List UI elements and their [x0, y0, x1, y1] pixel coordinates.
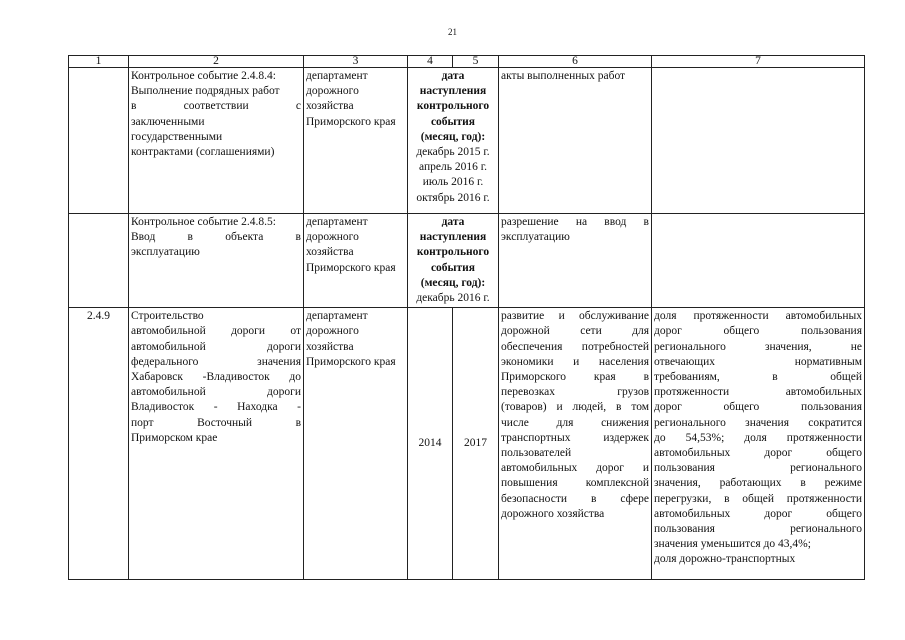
result-line: (товаров) и людей, в том — [501, 401, 649, 414]
department-cell — [304, 214, 408, 308]
indicator-line: значения уменьшится до 43,4%; — [654, 538, 811, 551]
event-line: автомобильной дороги — [131, 386, 301, 399]
date-label-line: (месяц, год): — [420, 276, 486, 289]
result-line: транспортных издержек — [501, 431, 649, 444]
page-number: 21 — [448, 27, 457, 37]
indicator-line: пользования регионального — [654, 523, 862, 536]
department-line: хозяйства — [306, 340, 354, 353]
department-line: департамент — [306, 216, 368, 228]
column-number: 7 — [652, 56, 865, 68]
event-line: порт Восточный в — [131, 416, 301, 429]
event-line: контрактами (соглашениями) — [131, 146, 275, 159]
event-line: эксплуатацию — [131, 246, 200, 259]
date-label-line: события — [430, 261, 476, 274]
result-line: разрешение на ввод в — [501, 216, 649, 228]
indicator-line: требованиям, в общей — [654, 371, 862, 384]
event-line: государственными — [131, 130, 223, 143]
date-label-line: (месяц, год): — [420, 130, 486, 143]
date-label-line: контрольного — [416, 100, 490, 113]
event-line: Строительство — [131, 310, 204, 323]
result-line: автомобильных дорог и — [501, 462, 649, 475]
date-label-line: наступления — [419, 231, 487, 244]
event-date: апрель 2016 г. — [419, 161, 487, 174]
result-cell — [499, 308, 652, 580]
column-number: 1 — [69, 56, 129, 68]
result-text: акты выполненных работ — [501, 70, 626, 82]
result-line: безопасности в сфере — [501, 492, 649, 505]
event-date: декабрь 2015 г. — [416, 146, 490, 159]
program-table — [68, 55, 865, 580]
event-line: Выполнение подрядных работ — [131, 85, 280, 98]
table-row — [69, 308, 865, 580]
indicator-line: протяженности автомобильных — [654, 386, 862, 399]
indicator-cell — [652, 68, 865, 214]
event-line: Контрольное событие 2.4.8.4: — [131, 70, 276, 82]
start-year-cell: 2014 — [408, 308, 453, 580]
date-label-line: дата — [441, 216, 465, 228]
event-line: Контрольное событие 2.4.8.5: — [131, 216, 276, 228]
result-line: числе для снижения — [501, 416, 649, 429]
indicator-line: регионального значения сократится — [654, 416, 862, 429]
department-line: дорожного — [306, 231, 359, 244]
event-date: октябрь 2016 г. — [416, 191, 490, 204]
column-number-row — [69, 56, 865, 68]
event-line: заключенными — [131, 115, 205, 128]
result-line: обеспечения потребностей — [501, 340, 649, 353]
column-number: 5 — [453, 56, 499, 68]
result-line: Приморского края в — [501, 371, 649, 384]
result-line: пользователей — [501, 447, 572, 460]
department-line: департамент — [306, 310, 368, 323]
event-line: Приморском крае — [131, 431, 218, 444]
department-line: Приморского края — [306, 355, 396, 368]
department-line: хозяйства — [306, 246, 354, 259]
date-label-line: дата — [441, 70, 465, 82]
event-date-cell — [408, 68, 499, 214]
column-number: 4 — [408, 56, 453, 68]
department-cell — [304, 68, 408, 214]
indicator-line: отвечающих нормативным — [654, 355, 862, 368]
date-label-line: контрольного — [416, 246, 490, 259]
indicator-line: автомобильных дорог общего — [654, 507, 862, 520]
indicator-line: доля дорожно-транспортных — [654, 553, 796, 566]
event-cell — [129, 68, 304, 214]
department-cell — [304, 308, 408, 580]
event-date: июль 2016 г. — [422, 176, 484, 189]
result-line: дорожной сети для — [501, 325, 649, 338]
department-line: дорожного — [306, 325, 359, 338]
event-cell — [129, 308, 304, 580]
date-label-line: события — [430, 115, 476, 128]
department-line: Приморского края — [306, 115, 396, 128]
result-line: экономики и населения — [501, 355, 649, 368]
indicator-line: доля протяженности автомобильных — [654, 310, 862, 323]
row-number-cell — [69, 214, 129, 308]
indicator-line: автомобильных дорог общего — [654, 447, 862, 460]
result-cell — [499, 68, 652, 214]
event-date: декабрь 2016 г. — [416, 292, 490, 305]
result-cell — [499, 214, 652, 308]
table-row — [69, 214, 865, 308]
event-cell — [129, 214, 304, 308]
result-line: повышения комплексной — [501, 477, 649, 490]
result-line: эксплуатацию — [501, 231, 570, 244]
column-number: 6 — [499, 56, 652, 68]
event-line: федерального значения — [131, 355, 301, 368]
result-line: развитие и обслуживание — [501, 310, 649, 323]
indicator-line: перегрузки, в общей протяженности — [654, 492, 862, 505]
indicator-line: дорог общего пользования — [654, 401, 862, 414]
end-year-cell: 2017 — [453, 308, 499, 580]
event-date-cell — [408, 214, 499, 308]
event-line: в соответствии с — [131, 100, 301, 113]
result-line: перевозках грузов — [501, 386, 649, 399]
department-line: Приморского края — [306, 261, 396, 274]
department-line: дорожного — [306, 85, 359, 98]
event-line: Хабаровск -Владивосток до — [131, 371, 301, 384]
column-number: 2 — [129, 56, 304, 68]
column-number: 3 — [304, 56, 408, 68]
indicator-line: дорог общего пользования — [654, 325, 862, 338]
indicator-line: пользования регионального — [654, 462, 862, 475]
event-line: автомобильной дороги от — [131, 325, 301, 338]
indicator-line: регионального значения, не — [654, 340, 862, 353]
indicator-line: значения, работающих в режиме — [654, 477, 862, 490]
department-line: хозяйства — [306, 100, 354, 113]
date-label-line: наступления — [419, 85, 487, 98]
indicator-cell — [652, 214, 865, 308]
row-number-cell: 2.4.9 — [69, 308, 129, 580]
table-row — [69, 68, 865, 214]
row-number-cell — [69, 68, 129, 214]
event-line: автомобильной дороги — [131, 340, 301, 353]
indicator-line: до 54,53%; доля протяженности — [654, 431, 862, 444]
event-line: Владивосток - Находка - — [131, 401, 301, 414]
result-line: дорожного хозяйства — [501, 507, 605, 520]
event-line: Ввод в объекта в — [131, 231, 301, 244]
indicator-cell — [652, 308, 865, 580]
department-line: департамент — [306, 70, 368, 82]
